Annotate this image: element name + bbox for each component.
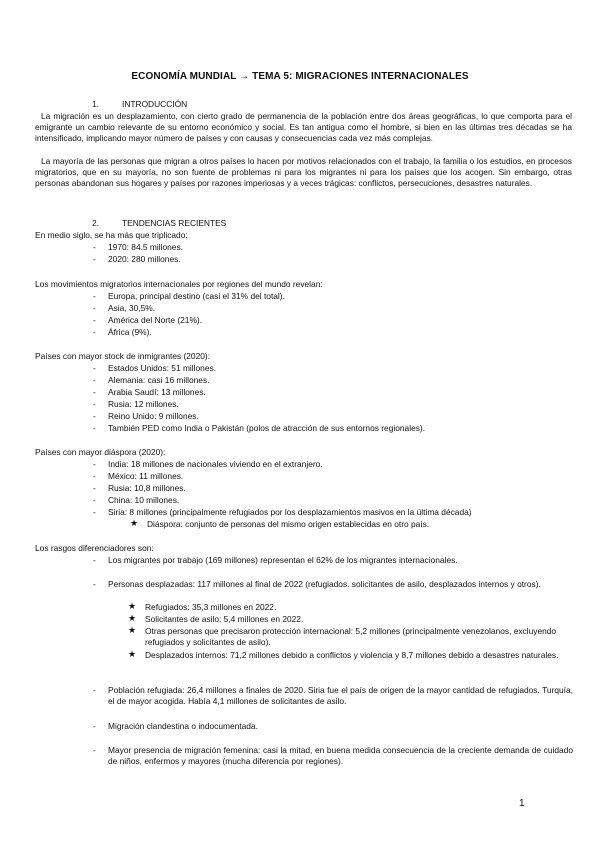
section-2-heading (92, 218, 226, 228)
star-bullet-icon: ★ (128, 625, 137, 635)
star-bullet-icon: ★ (128, 649, 137, 659)
section-1-number: 1. (92, 99, 99, 109)
star-bullet-icon: ★ (128, 601, 137, 611)
star-bullet-icon: ★ (128, 613, 137, 623)
section-2-number: 2. (92, 218, 99, 228)
star-bullet-icon: ★ (130, 518, 139, 528)
document-page: ECONOMÍA MUNDIAL → TEMA 5: MIGRACIONES INTERNACIONALES 1. INTRODUCCIÓN La migración es un desplazamiento, con cierto grado de permanencia de la población entre dos áreas geográficas, lo que comporta para el emigrante un cambio relevante de su entorno económico y social. Es tan antigua como el hombre, si bien en las últimas tres décadas se ha intensificado, implicando mayor número de países y con causas y consecuencias cada vez más complejas. La mayoría de las personas que migran a otros países lo hacen por motivos relacionados con el trabajo, la familia o los estudios, en procesos migratorios, que en su mayoría, no son fuente de problemas ni para los migrantes ni para los países que los acogen. Sin embargo, otras personas abandonan sus hogares y países por razones imperiosas y a veces trágicas: conflictos, persecuciones, desastres naturales. 2. TENDENCIAS RECIENTES En medio siglo, se ha más que triplicado: - 1970: 84.5 millones. - 2020: 280 millones. Los movimientos migratorios internacionales por regiones del mundo revelan: - Europa, principal destino (casi el 31% del total). - Asia, 30,5%. - América del Norte (21%). - África (9%). Países con mayor stock de inmigrantes (2020): - Estados Unidos: 51 millones. - Alemania: casi 16 millones. - Arabia Saudí: 13 millones. - Rusia: 12 millones. - Reino Unido: 9 millones. - También PED como India o Pakistán (polos de atracción de sus entornos regionales). Países con mayor diáspora (2020): - India: 18 millones de nacionales viviendo en el extranjero. - México: 11 millones. - Rusia: 10,8 millones. - China: 10 millones. - Siria: 8 millones (principalmente refugiados por los desplazamientos masivos en la última década) ★ Diáspora: conjunto de personas del mismo origen establecidas en otro país. Los rasgos diferenciadores son: - Los migrantes por trabajo (169 millones) representan el 62% de los migrantes internacionales. - Personas desplazadas: 117 millones al final de 2022 (refugiados. solicitantes de asilo, desplazados internos y otros). ★ Refugiados: 35,3 millones en 2022. ★ Solicitantes de asilo: 5,4 millones en 2022. ★ Otras personas que precisaron protección internacional: 5,2 millones (principalmente venezolanos, excluyendo refugiados y solicitantes de asilo). ★ Desplazados internos: 71,2 millones debido a conflictos y violencia y 8,7 millones debido a desastres naturales. - Población refugiada: 26,4 millones a finales de 2020. Siria fue el país de origen de la mayor cantidad de refugiados. Turquía, el de mayor acogida. Había 4,1 millones de solicitantes de asilo. - Migración clandestina o indocumentada. - Mayor presencia de migración femenina: casi la mitad, en buena medida consecuencia de la creciente demanda de cuidado de niños, enfermos y mayores (mucha diferencia por regiones). 1 (0, 0, 600, 848)
section-1-heading (92, 99, 187, 109)
intro-paragraph-2: La mayoría de las personas que migran a otros países lo hacen por motivos relacionados con el trabajo, la familia o los estudios, en procesos migratorios, que en su mayoría, no son fuente de problemas ni para los migrantes ni para los países que los acogen. Sin embargo, otras personas abandonan sus hogares y países por razones imperiosas y a veces trágicas: conflictos, persecuciones, desastres naturales. (35, 156, 572, 189)
section-1-title: INTRODUCCIÓN (122, 99, 188, 109)
diaspora-intro: Países con mayor diáspora (2020): (35, 447, 166, 457)
stock-intro: Países con mayor stock de inmigrantes (2020): (35, 351, 211, 361)
growth-intro: En medio siglo, se ha más que triplicado: (35, 230, 188, 240)
page-number: 1 (519, 798, 525, 809)
traits-intro: Los rasgos diferenciadores son: (35, 543, 154, 553)
document-title: ECONOMÍA MUNDIAL → TEMA 5: MIGRACIONES INTERNACIONALES (131, 71, 469, 82)
section-2-title: TENDENCIAS RECIENTES (122, 218, 227, 228)
intro-paragraph-1: La migración es un desplazamiento, con cierto grado de permanencia de la población entre dos áreas geográficas, lo que comporta para el emigrante un cambio relevante de su entorno económico y social. Es tan antigua como el hombre, si bien en las últimas tres décadas se ha intensificado, implicando mayor número de países y con causas y consecuencias cada vez más complejas. (35, 111, 572, 144)
regions-intro: Los movimientos migratorios internacionales por regiones del mundo revelan: (35, 279, 323, 289)
